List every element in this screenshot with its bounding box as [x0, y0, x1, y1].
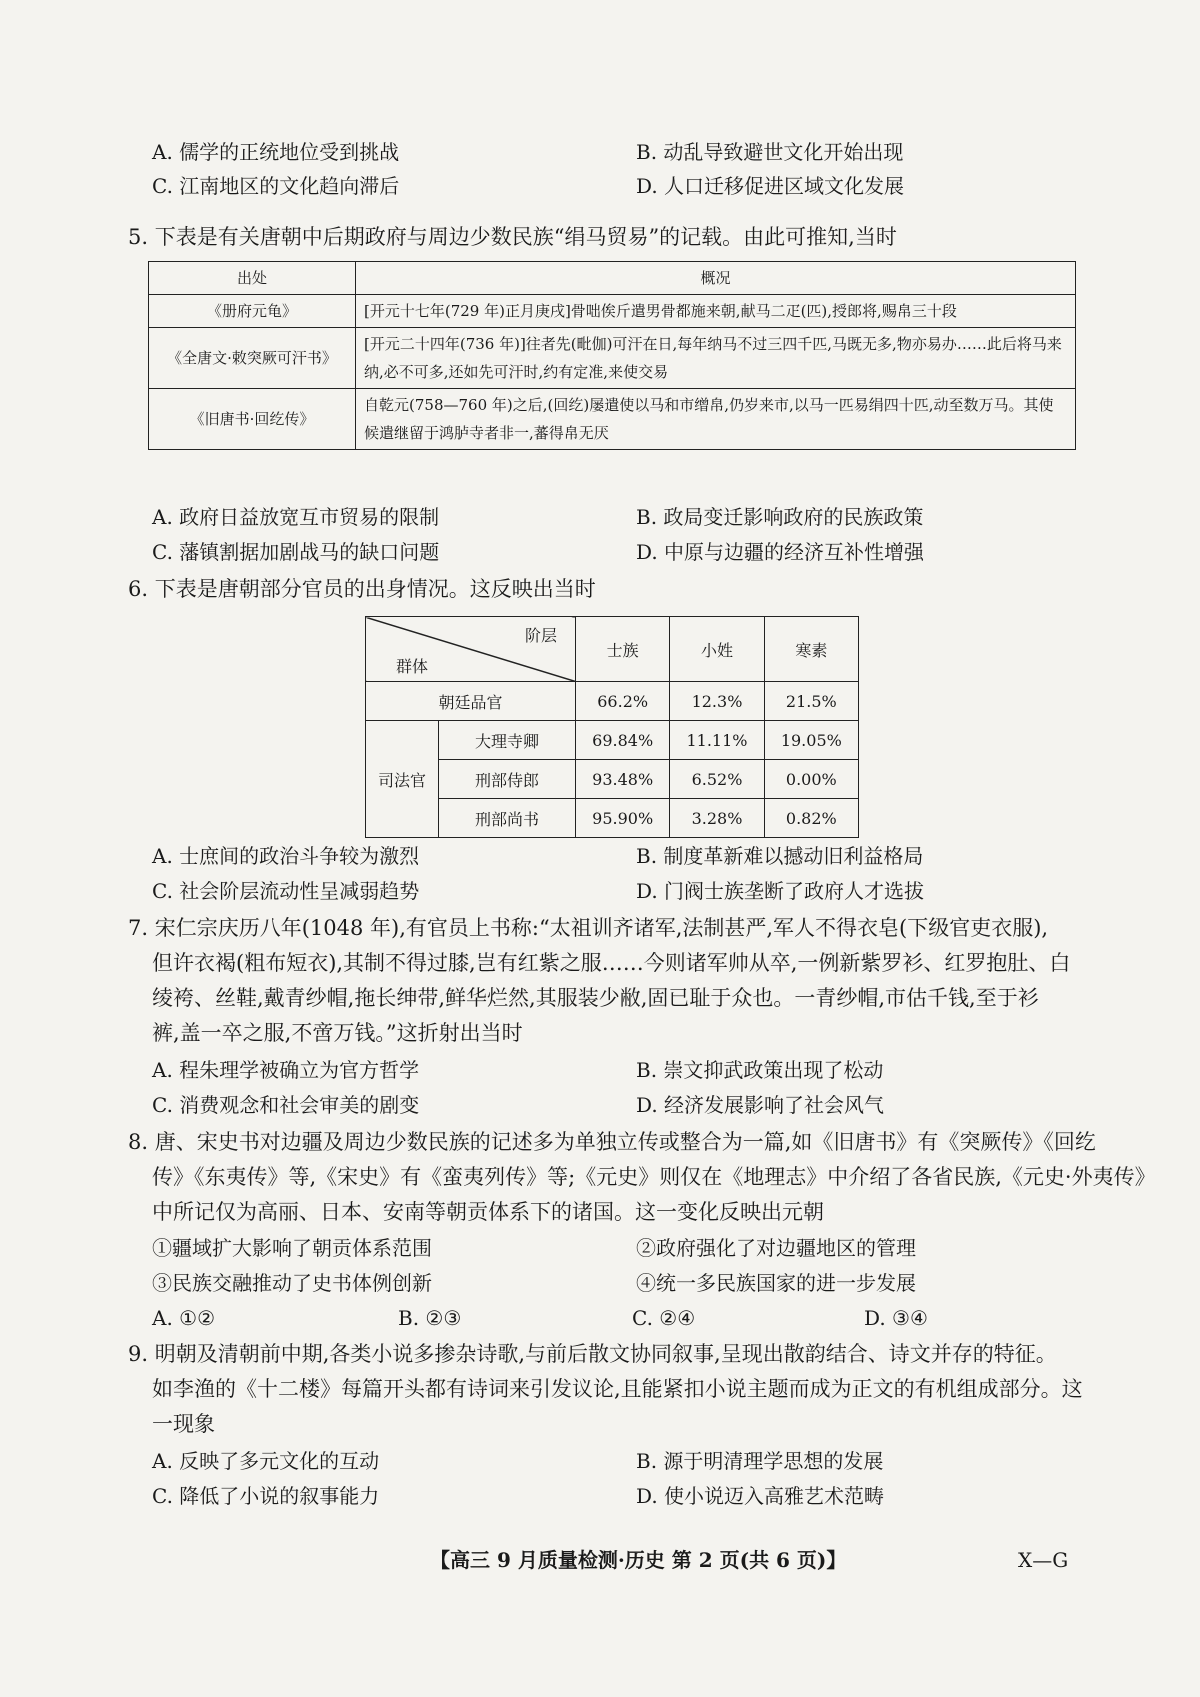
q6-cell: 21.5%	[764, 682, 858, 721]
q7-option-a: A. 程朱理学被确立为官方哲学	[152, 1058, 420, 1082]
q6-stem: 6. 下表是唐朝部分官员的出身情况。这反映出当时	[128, 577, 596, 601]
q6-option-a: A. 士庶间的政治斗争较为激烈	[152, 844, 420, 868]
q6-col-minor-clan: 小姓	[670, 617, 764, 682]
q6-judicial-label: 司法官	[366, 721, 439, 838]
q6-cell: 93.48%	[576, 760, 670, 799]
q6-col-commoner: 寒素	[764, 617, 858, 682]
q8-line-3: 中所记仅为高丽、日本、安南等朝贡体系下的诸国。这一变化反映出元朝	[152, 1200, 824, 1224]
q8-line-2: 传》《东夷传》等,《宋史》有《蛮夷列传》等;《元史》则仅在《地理志》中介绍了各省民族,《元史·外夷传》	[152, 1165, 1156, 1189]
q9-line-3: 一现象	[152, 1412, 215, 1436]
q6-row-label: 刑部尚书	[439, 799, 576, 838]
q6-cell: 0.00%	[764, 760, 858, 799]
q7-line-3: 绫袴、丝鞋,戴青纱帽,拖长绅带,鲜华烂然,其服装少敝,固已耻于众也。一青纱帽,市估千钱,至于衫	[152, 986, 1039, 1010]
q6-cell: 66.2%	[576, 682, 670, 721]
q6-row-label: 大理寺卿	[439, 721, 576, 760]
q8-item-2: ②政府强化了对边疆地区的管理	[636, 1236, 916, 1260]
q7-line-1: 7. 宋仁宗庆历八年(1048 年),有官员上书称:“太祖训齐诸军,法制甚严,军人不得衣皂(下级官吏衣服),	[128, 916, 1049, 940]
q4-option-b: B. 动乱导致避世文化开始出现	[636, 140, 904, 164]
q8-option-c: C. ②④	[632, 1306, 696, 1330]
table-row	[149, 328, 1076, 389]
q6-option-b: B. 制度革新难以撼动旧利益格局	[636, 844, 924, 868]
q6-header-class: 阶层	[525, 626, 558, 645]
table-row	[366, 682, 859, 721]
q6-cell: 12.3%	[670, 682, 764, 721]
q6-table	[365, 616, 859, 838]
q4-option-c: C. 江南地区的文化趋向滞后	[152, 174, 400, 198]
q6-cell: 19.05%	[764, 721, 858, 760]
q5-option-b: B. 政局变迁影响政府的民族政策	[636, 505, 924, 529]
q8-option-a: A. ①②	[152, 1306, 216, 1330]
q6-row-court-label: 朝廷品官	[366, 682, 576, 721]
q5-row-1-summary: [开元十七年(729 年)正月庚戌]骨咄俟斤遣男骨都施来朝,献马二疋(匹),授郎将,赐帛三十段	[356, 295, 1076, 328]
q5-row-1-source: 《册府元龟》	[149, 295, 356, 328]
q5-row-2-summary: [开元二十四年(736 年)]往者先(毗伽)可汗在日,每年纳马不过三四千匹,马既无多,物亦易办……此后将马来纳,必不可多,还如先可汗时,约有定准,来使交易	[356, 328, 1076, 389]
q6-header-group: 群体	[396, 657, 429, 676]
q5-table	[148, 261, 1076, 450]
q9-line-1: 9. 明朝及清朝前中期,各类小说多掺杂诗歌,与前后散文协同叙事,呈现出散韵结合、诗文并存的特征。	[128, 1342, 1057, 1366]
q6-row-label: 刑部侍郎	[439, 760, 576, 799]
q4-option-a: A. 儒学的正统地位受到挑战	[152, 140, 400, 164]
q5-header-source: 出处	[149, 262, 356, 295]
q5-row-2-source: 《全唐文·敕突厥可汗书》	[149, 328, 356, 389]
q6-cell: 95.90%	[576, 799, 670, 838]
q9-option-c: C. 降低了小说的叙事能力	[152, 1484, 380, 1508]
q8-line-1: 8. 唐、宋史书对边疆及周边少数民族的记述多为单独立传或整合为一篇,如《旧唐书》有《突厥传》《回纥	[128, 1130, 1096, 1154]
q6-diagonal-header	[366, 617, 576, 682]
q9-line-2: 如李渔的《十二楼》每篇开头都有诗词来引发议论,且能紧扣小说主题而成为正文的有机组成部分。这	[152, 1377, 1083, 1401]
footer-title: 【高三 9 月质量检测·历史 第 2 页(共 6 页)】	[430, 1548, 847, 1572]
q5-row-3-source: 《旧唐书·回纥传》	[149, 389, 356, 450]
q5-option-c: C. 藩镇割据加剧战马的缺口问题	[152, 540, 440, 564]
q7-option-d: D. 经济发展影响了社会风气	[636, 1093, 885, 1117]
q6-option-c: C. 社会阶层流动性呈减弱趋势	[152, 879, 420, 903]
q6-cell: 11.11%	[670, 721, 764, 760]
q7-option-b: B. 崇文抑武政策出现了松动	[636, 1058, 884, 1082]
q4-option-d: D. 人口迁移促进区域文化发展	[636, 174, 905, 198]
q6-cell: 0.82%	[764, 799, 858, 838]
q6-cell: 69.84%	[576, 721, 670, 760]
q5-option-a: A. 政府日益放宽互市贸易的限制	[152, 505, 440, 529]
table-row	[366, 721, 859, 760]
q5-row-3-summary: 自乾元(758—760 年)之后,(回纥)屡遣使以马和市缯帛,仍岁来市,以马一匹易绢四十匹,动至数万马。其使候遣继留于鸿胪寺者非一,蕃得帛无厌	[356, 389, 1076, 450]
q6-cell: 3.28%	[670, 799, 764, 838]
q9-option-b: B. 源于明清理学思想的发展	[636, 1449, 884, 1473]
q8-option-d: D. ③④	[864, 1306, 928, 1330]
table-row	[366, 799, 859, 838]
q6-col-gentry: 士族	[576, 617, 670, 682]
q6-cell: 6.52%	[670, 760, 764, 799]
q5-header-summary: 概况	[356, 262, 1076, 295]
q8-option-b: B. ②③	[398, 1306, 462, 1330]
table-row	[149, 389, 1076, 450]
q7-line-2: 但许衣褐(粗布短衣),其制不得过膝,岂有红紫之服……今则诸军帅从卒,一例新紫罗衫、红罗抱肚、白	[152, 951, 1071, 975]
q8-item-1: ①疆域扩大影响了朝贡体系范围	[152, 1236, 432, 1260]
q8-item-3: ③民族交融推动了史书体例创新	[152, 1271, 432, 1295]
q7-line-4: 裤,盖一卒之服,不啻万钱。”这折射出当时	[152, 1021, 523, 1045]
q5-stem: 5. 下表是有关唐朝中后期政府与周边少数民族“绢马贸易”的记载。由此可推知,当时	[128, 225, 897, 249]
table-row	[149, 295, 1076, 328]
q7-option-c: C. 消费观念和社会审美的剧变	[152, 1093, 420, 1117]
q9-option-d: D. 使小说迈入高雅艺术范畴	[636, 1484, 885, 1508]
q9-option-a: A. 反映了多元文化的互动	[152, 1449, 380, 1473]
q6-option-d: D. 门阀士族垄断了政府人才选拔	[636, 879, 925, 903]
q8-item-4: ④统一多民族国家的进一步发展	[636, 1271, 916, 1295]
table-row	[366, 760, 859, 799]
footer-code: X—G	[1018, 1548, 1069, 1572]
q5-option-d: D. 中原与边疆的经济互补性增强	[636, 540, 925, 564]
